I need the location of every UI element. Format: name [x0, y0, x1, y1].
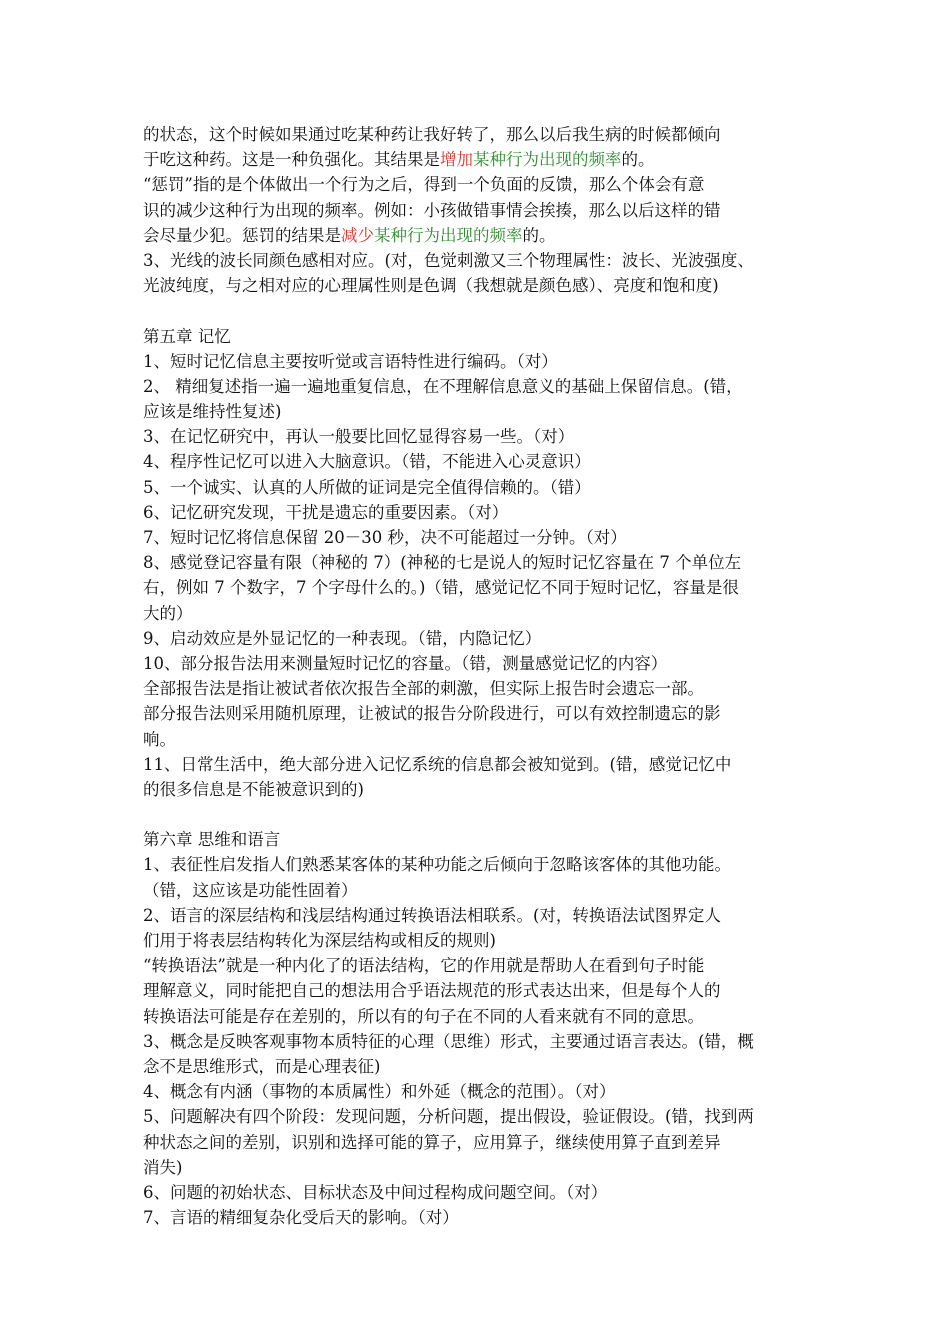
text-line: 消失) [143, 1157, 183, 1177]
text-line: 1、表征性启发指人们熟悉某客体的某种功能之后倾向于忽略该客体的其他功能。 [143, 855, 731, 875]
text-line: 转换语法可能是存在差别的，所以有的句子在不同的人看来就有不同的意思。 [143, 1006, 704, 1026]
text-line: 光波纯度，与之相对应的心理属性则是色调（我想就是颜色感）、亮度和饱和度) [143, 276, 719, 296]
text-line: 的状态，这个时候如果通过吃某种药让我好转了，那么以后我生病的时候都倾向 [143, 125, 721, 144]
text-line: 7、短时记忆将信息保留 20－30 秒，决不可能超过一分钟。（对） [143, 528, 627, 547]
highlight-green: 某种行为出现的频率 [374, 225, 523, 245]
text-line [143, 147, 815, 172]
highlight-green: 某种行为出现的频率 [473, 150, 622, 170]
chapter-title: 第五章 记忆 [143, 326, 231, 346]
text-line: 4、概念有内涵（事物的本质属性）和外延（概念的范围）。（对） [143, 1082, 616, 1102]
text-line [143, 223, 815, 248]
text-line: 2、 精细复述指一遍一遍地重复信息，在不理解信息意义的基础上保留信息。(错， [143, 376, 743, 396]
text-line: 3、光线的波长同颜色感相对应。(对，色觉刺激又三个物理属性：波长、光波强度、 [143, 250, 754, 270]
text-line: 应该是维持性复述) [143, 402, 282, 422]
text-line: 4、程序性记忆可以进入大脑意识。（错，不能进入心灵意识） [143, 452, 591, 472]
text-line: 的很多信息是不能被意识到的) [143, 779, 364, 799]
spacer [143, 298, 815, 323]
text-line: 2、语言的深层结构和浅层结构通过转换语法相联系。(对，转换语法试图界定人 [143, 905, 721, 925]
text-line: 9、启动效应是外显记忆的一种表现。（错，内隐记忆） [143, 628, 542, 648]
text-line: 3、概念是反映客观事物本质特征的心理（思维）形式，主要通过语言表达。(错，概 [143, 1031, 754, 1051]
text-run: 会尽量少犯。惩罚的结果是 [143, 225, 341, 245]
chapter-title: 第六章 思维和语言 [143, 830, 281, 850]
text-line: “惩罚”指的是个体做出一个行为之后，得到一个负面的反馈，那么个体会有意 [143, 175, 705, 195]
text-line: 右，例如 7 个数字，7 个字母什么的。)（错，感觉记忆不同于短时记忆，容量是很 [143, 578, 739, 598]
text-line: 11、日常生活中，绝大部分进入记忆系统的信息都会被知觉到。(错，感觉记忆中 [143, 754, 732, 774]
text-line: 1、短时记忆信息主要按听觉或言语特性进行编码。（对） [143, 351, 558, 371]
text-line: 10、部分报告法用来测量短时记忆的容量。（错，测量感觉记忆的内容） [143, 653, 668, 673]
text-line: 识的减少这种行为出现的频率。例如：小孩做错事情会挨揍，那么以后这样的错 [143, 200, 721, 220]
text-line: “转换语法”就是一种内化了的语法结构，它的作用就是帮助人在看到句子时能 [143, 956, 705, 976]
text-line: 5、问题解决有四个阶段：发现问题，分析问题，提出假设，验证假设。(错，找到两 [143, 1107, 754, 1127]
text-line: 8、感觉登记容量有限（神秘的 7）(神秘的七是说人的短时记忆容量在 7 个单位左 [143, 553, 742, 573]
text-line: 念不是思维形式，而是心理表征) [143, 1056, 381, 1076]
text-line: 7、言语的精细复杂化受后天的影响。（对） [143, 1208, 459, 1228]
text-line: 6、问题的初始状态、目标状态及中间过程构成问题空间。（对） [143, 1182, 608, 1202]
highlight-red: 减少 [341, 225, 374, 245]
text-line: 响。 [143, 729, 176, 749]
document-page [143, 122, 815, 1230]
text-run: 于吃这种药。这是一种负强化。其结果是 [143, 150, 440, 170]
text-line: （错，这应该是功能性固着） [143, 880, 358, 900]
text-line: 全部报告法是指让被试者依次报告全部的刺激，但实际上报告时会遗忘一部。 [143, 679, 704, 699]
text-line: 3、在记忆研究中，再认一般要比回忆显得容易一些。（对） [143, 427, 575, 447]
text-line: 们用于将表层结构转化为深层结构或相反的规则) [143, 931, 496, 950]
spacer [143, 802, 815, 827]
text-line: 大的） [143, 603, 193, 623]
highlight-red: 增加 [440, 150, 473, 170]
text-run: 的。 [621, 150, 655, 170]
text-line: 5、一个诚实、认真的人所做的证词是完全值得信赖的。（错） [143, 477, 591, 497]
text-run: 的。 [522, 225, 556, 245]
text-line: 种状态之间的差别，识别和选择可能的算子，应用算子，继续使用算子直到差异 [143, 1132, 721, 1152]
text-line: 理解意义，同时能把自己的想法用合乎语法规范的形式表达出来，但是每个人的 [143, 981, 721, 1001]
text-line: 部分报告法则采用随机原理，让被试的报告分阶段进行，可以有效控制遗忘的影 [143, 704, 721, 724]
text-line: 6、记忆研究发现，干扰是遗忘的重要因素。（对） [143, 502, 509, 522]
